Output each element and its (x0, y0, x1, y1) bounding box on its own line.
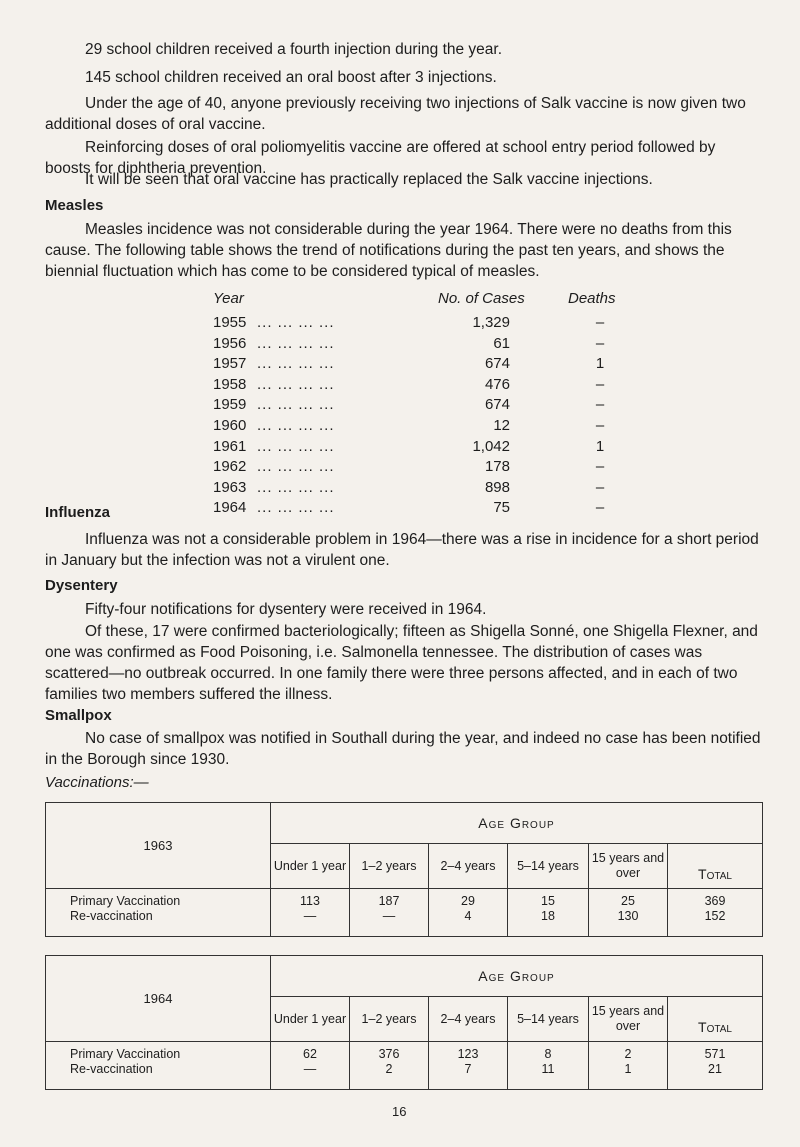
cell-5-14 (508, 1042, 589, 1090)
age-header-1-2: 1–2 years (350, 844, 429, 889)
measles-row (0, 499, 800, 521)
measles-leader-dots: ... ... ... ... (257, 334, 335, 352)
row-label-primary: Primary Vaccination (70, 1047, 181, 1061)
measles-leader-dots: ... ... ... ... (257, 396, 335, 414)
value: 152 (704, 909, 726, 923)
value: 7 (464, 1062, 472, 1076)
measles-cases: 75 (493, 499, 510, 517)
measles-cases: 674 (484, 396, 510, 414)
age-header-under-1: Under 1 year (271, 844, 350, 889)
value: 571 (704, 1047, 726, 1061)
table-year-cell: 1963 (46, 803, 271, 889)
measles-row (0, 396, 800, 418)
total-header: Total (668, 844, 763, 889)
measles-year: 1963 (213, 478, 247, 496)
measles-deaths: – (595, 334, 605, 352)
value: 11 (541, 1062, 555, 1076)
value: 25 (621, 894, 635, 908)
measles-row (0, 355, 800, 377)
value: 130 (617, 909, 639, 923)
age-header-1-2: 1–2 years (350, 997, 429, 1042)
age-header-2-4: 2–4 years (429, 844, 508, 889)
heading-measles: Measles (45, 197, 104, 214)
paragraph-reinforcing-doses: Reinforcing doses of oral poliomyelitis vaccine are offered at school entry period followed by boosts for diphtheria prevention. (45, 139, 716, 177)
value: 18 (541, 909, 555, 923)
cell-under-1 (271, 1042, 350, 1090)
cell-1-2 (350, 889, 429, 937)
measles-deaths: – (595, 478, 605, 496)
value: — (303, 1062, 317, 1076)
measles-leader-dots: ... ... ... ... (257, 458, 335, 476)
age-header-15-over: 15 years and over (589, 997, 668, 1042)
measles-year: 1956 (213, 334, 247, 352)
measles-deaths: 1 (595, 355, 605, 373)
paragraph-dysentery-1: Fifty-four notifications for dysentery were received in 1964. (85, 601, 487, 618)
vaccination-table-1963 (45, 802, 763, 937)
measles-deaths: 1 (595, 437, 605, 455)
vaccination-table-1964 (45, 955, 763, 1090)
value: 113 (300, 894, 320, 908)
measles-row (0, 376, 800, 398)
value: 187 (378, 894, 400, 908)
value: 21 (708, 1062, 722, 1076)
measles-leader-dots: ... ... ... ... (257, 417, 335, 434)
cell-2-4 (429, 1042, 508, 1090)
page-number: 16 (392, 1104, 407, 1119)
value: 2 (385, 1062, 393, 1076)
cell-15-over (589, 1042, 668, 1090)
measles-cases: 178 (484, 458, 510, 476)
measles-row (0, 314, 800, 336)
age-header-under-1: Under 1 year (271, 997, 350, 1042)
age-header-5-14: 5–14 years (508, 997, 589, 1042)
row-label-revacc: Re-vaccination (70, 1062, 153, 1076)
paragraph-oral-boost: 145 school children received an oral boost after 3 injections. (85, 69, 497, 86)
measles-row (0, 438, 800, 460)
measles-cases: 1,329 (472, 314, 510, 331)
measles-deaths: – (595, 375, 605, 393)
measles-cases: 674 (484, 355, 510, 373)
paragraph-oral-replaced: It will be seen that oral vaccine has practically replaced the Salk vaccine injections. (85, 171, 653, 188)
measles-row (0, 458, 800, 480)
row-label-revacc: Re-vaccination (70, 909, 153, 923)
measles-leader-dots: ... ... ... ... (257, 499, 335, 517)
cell-under-1 (271, 889, 350, 937)
age-header-2-4: 2–4 years (429, 997, 508, 1042)
table-body-row (46, 1042, 763, 1090)
measles-deaths: – (595, 396, 605, 414)
measles-row (0, 479, 800, 501)
paragraph-measles: Measles incidence was not considerable during the year 1964. There were no deaths from this cause. The following table shows the trend of notifications during the past ten years, and shows the biennial fluctuation which has come to be considered typical of measles. (45, 221, 732, 280)
measles-year: 1964 (213, 499, 247, 517)
age-header-5-14: 5–14 years (508, 844, 589, 889)
measles-deaths: – (595, 458, 605, 476)
measles-cases: 61 (493, 334, 510, 352)
value: — (382, 909, 396, 923)
table-body-row (46, 889, 763, 937)
measles-col-cases: No. of Cases (438, 290, 525, 307)
value: 15 (541, 894, 555, 908)
value: 1 (624, 1062, 632, 1076)
measles-year: 1959 (213, 396, 247, 414)
measles-year: 1957 (213, 355, 247, 373)
measles-deaths: – (595, 499, 605, 517)
measles-year: 1962 (213, 458, 247, 476)
table-year-cell: 1964 (46, 956, 271, 1042)
age-group-header: Age Group (271, 803, 763, 844)
paragraph-fourth-injection: 29 school children received a fourth injection during the year. (85, 41, 503, 58)
total-header: Total (668, 997, 763, 1042)
value: 369 (704, 894, 726, 908)
measles-cases: 898 (484, 478, 510, 496)
row-labels (46, 889, 271, 937)
measles-cases: 476 (484, 375, 510, 393)
value: 62 (303, 1047, 317, 1061)
value: 29 (461, 894, 475, 908)
measles-year: 1961 (213, 437, 247, 455)
value: — (303, 909, 317, 923)
paragraph-salk-additional: Under the age of 40, anyone previously receiving two injections of Salk vaccine is now given two additional doses of oral vaccine. (45, 95, 746, 133)
cell-total (668, 1042, 763, 1090)
value: 123 (457, 1047, 479, 1061)
heading-influenza: Influenza (45, 504, 111, 521)
paragraph-smallpox: No case of smallpox was notified in Southall during the year, and indeed no case has been notified in the Borough since 1930. (45, 730, 761, 768)
measles-cases: 1,042 (472, 437, 510, 455)
measles-leader-dots: ... ... ... ... (257, 355, 335, 373)
cell-total (668, 889, 763, 937)
cell-1-2 (350, 1042, 429, 1090)
measles-deaths: – (595, 417, 605, 434)
cell-15-over (589, 889, 668, 937)
age-group-header: Age Group (271, 956, 763, 997)
measles-col-deaths: Deaths (568, 290, 616, 307)
value: 376 (378, 1047, 400, 1061)
row-label-primary: Primary Vaccination (70, 894, 181, 908)
measles-year: 1955 (213, 314, 247, 331)
cell-2-4 (429, 889, 508, 937)
measles-row (0, 417, 800, 439)
measles-year: 1958 (213, 375, 247, 393)
measles-leader-dots: ... ... ... ... (257, 437, 335, 455)
paragraph-dysentery-2: Of these, 17 were confirmed bacteriologically; fifteen as Shigella Sonné, one Shigella Flexner, and one was confirmed as Food Poisoning, i.e. Salmonella tennessee. The distribution of cases was scattered—no outbreak occurred. In one family there were three persons affected, and in each of two families two members suffered the illness. (45, 623, 758, 703)
measles-year: 1960 (213, 417, 247, 434)
value: 4 (464, 909, 472, 923)
measles-leader-dots: ... ... ... ... (257, 375, 335, 393)
vaccinations-label: Vaccinations:— (45, 774, 149, 791)
value: 2 (624, 1047, 632, 1061)
measles-leader-dots: ... ... ... ... (257, 478, 335, 496)
row-labels (46, 1042, 271, 1090)
measles-col-year: Year (213, 290, 244, 307)
value: 8 (544, 1047, 552, 1061)
heading-smallpox: Smallpox (45, 707, 112, 724)
measles-leader-dots: ... ... ... ... (257, 314, 335, 331)
cell-5-14 (508, 889, 589, 937)
measles-cases: 12 (493, 417, 510, 434)
age-header-15-over: 15 years and over (589, 844, 668, 889)
measles-row (0, 335, 800, 357)
measles-deaths: – (595, 314, 605, 331)
paragraph-influenza: Influenza was not a considerable problem in 1964—there was a rise in incidence for a short period in January but the infection was not a virulent one. (45, 531, 759, 569)
heading-dysentery: Dysentery (45, 577, 118, 594)
